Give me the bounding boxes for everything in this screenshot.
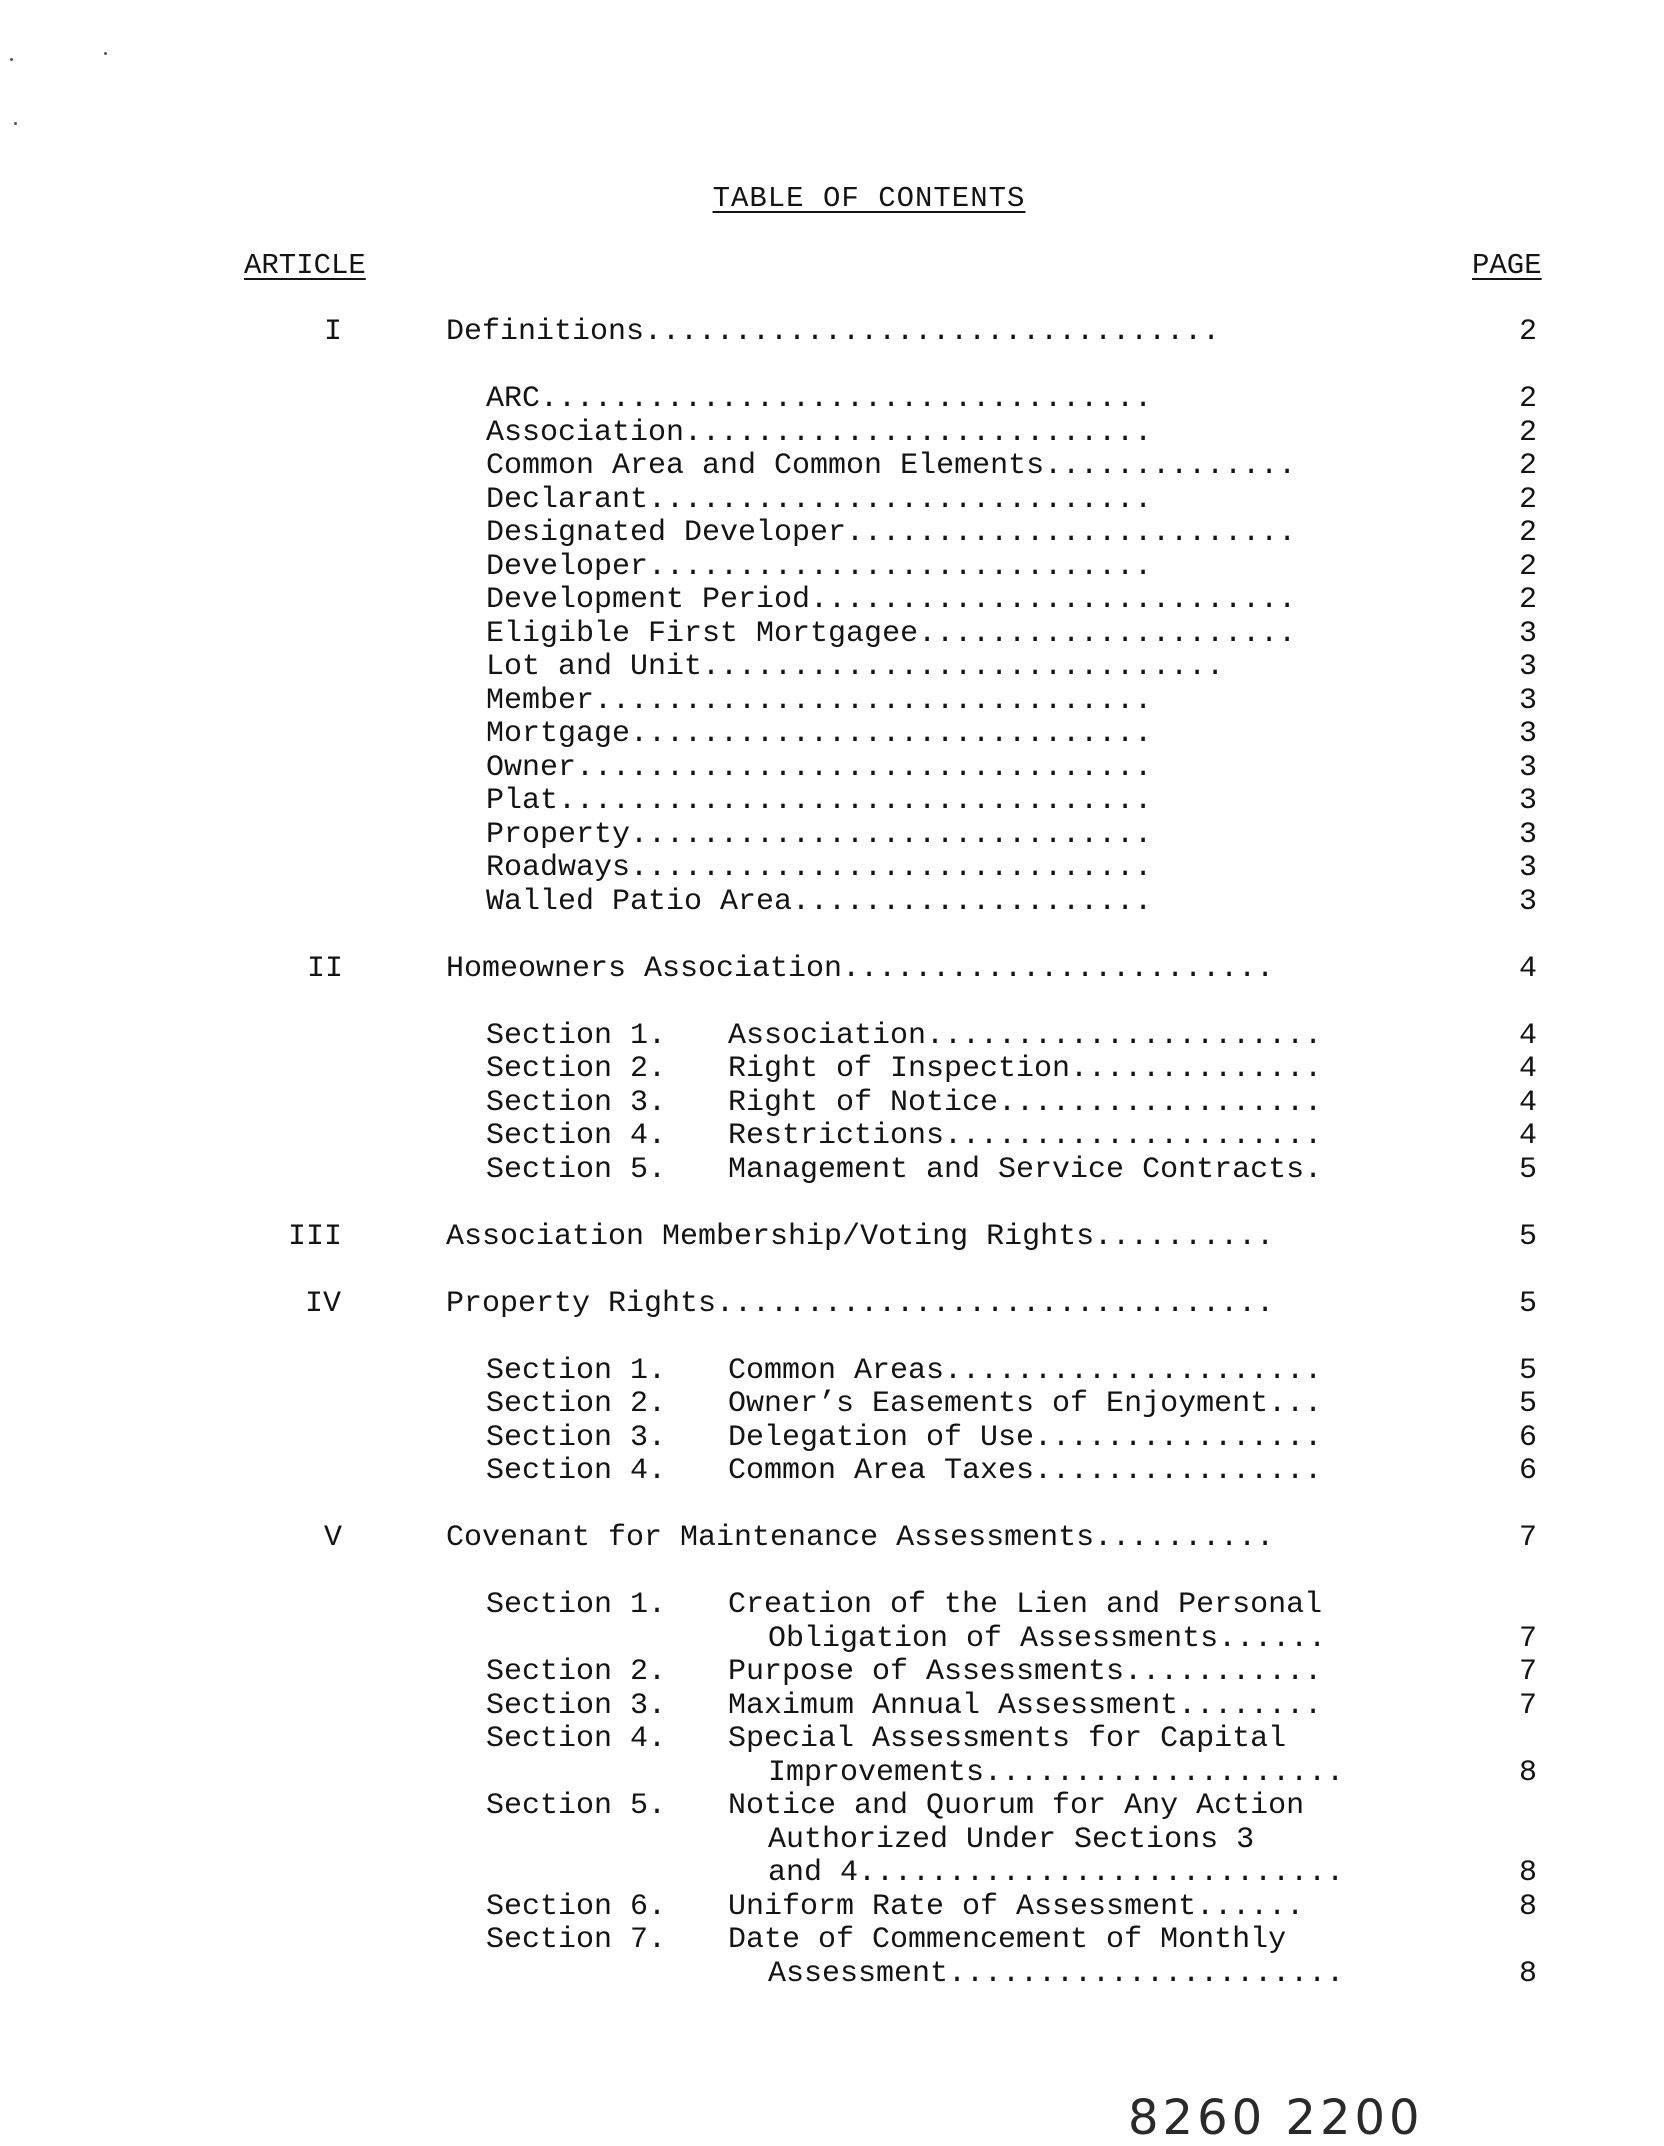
definition-row [0, 584, 1664, 618]
section-title: Association...................... [728, 1018, 1323, 1053]
definition-row [0, 685, 1664, 719]
section-label: Section 1. [486, 1588, 667, 1622]
definition-page-number: 2 [1518, 583, 1537, 617]
section-title: Purpose of Assessments........... [728, 1655, 1323, 1689]
section-page-number: 4 [1518, 1018, 1537, 1053]
section-page-number: 7 [1518, 1688, 1537, 1723]
article-title: Homeowners Association........................ [446, 951, 1275, 986]
article-page-number: 5 [1518, 1219, 1537, 1254]
spacer [0, 1187, 1664, 1221]
scan-speck [10, 58, 13, 61]
section-label: Section 3. [486, 1085, 667, 1120]
definition-page-number: 2 [1518, 415, 1537, 450]
section-label: Section 6. [486, 1889, 667, 1924]
article-numeral: III [287, 1219, 342, 1254]
document-stamp: 8260 2200 [1128, 2090, 1424, 2146]
definition-term: Roadways............................. [486, 851, 1153, 885]
spacer [0, 919, 1664, 953]
section-title-continued: Authorized Under Sections 3 [768, 1822, 1255, 1857]
article-title: Covenant for Maintenance Assessments.......... [446, 1521, 1275, 1555]
section-title-continued: and 4........................... [768, 1856, 1345, 1890]
definition-page-number: 2 [1518, 449, 1537, 483]
definition-term: Property............................. [486, 817, 1153, 852]
definition-row [0, 651, 1664, 685]
definition-page-number: 2 [1518, 482, 1537, 517]
section-row [0, 1824, 1664, 1858]
definition-page-number: 3 [1518, 784, 1537, 818]
spacer [0, 1254, 1664, 1288]
section-row [0, 1154, 1664, 1188]
section-row [0, 1623, 1664, 1657]
section-title: Delegation of Use................ [728, 1420, 1323, 1455]
definition-page-number: 2 [1518, 549, 1537, 584]
section-page-number: 4 [1518, 1119, 1537, 1153]
definition-term: Designated Developer......................... [486, 516, 1297, 550]
section-title-continued: Improvements.................... [768, 1755, 1345, 1790]
section-title: Date of Commencement of Monthly [728, 1923, 1287, 1957]
scan-speck [104, 52, 107, 55]
section-label: Section 4. [486, 1454, 667, 1488]
definition-term: Walled Patio Area.................... [486, 884, 1153, 919]
page-column-header: PAGE [1472, 249, 1542, 282]
definition-row [0, 450, 1664, 484]
section-row [0, 1053, 1664, 1087]
definition-row [0, 383, 1664, 417]
section-row [0, 1757, 1664, 1791]
article-title: Association Membership/Voting Rights.......... [446, 1219, 1275, 1254]
definition-row [0, 618, 1664, 652]
section-label: Section 2. [486, 1655, 667, 1689]
section-row [0, 1455, 1664, 1489]
definition-term: Owner................................ [486, 750, 1153, 785]
definition-term: Association.......................... [486, 415, 1153, 450]
article-row [0, 1288, 1664, 1322]
section-title: Maximum Annual Assessment........ [728, 1688, 1323, 1723]
definition-term: Developer............................ [486, 549, 1153, 584]
section-row [0, 1020, 1664, 1054]
section-row [0, 1087, 1664, 1121]
section-title: Creation of the Lien and Personal [728, 1588, 1323, 1622]
definition-term: Declarant............................ [486, 482, 1153, 517]
definition-term: Mortgage............................. [486, 717, 1153, 751]
article-row [0, 316, 1664, 350]
article-numeral: II [306, 951, 343, 986]
section-page-number: 8 [1518, 1956, 1537, 1991]
definition-row [0, 551, 1664, 585]
section-label: Section 3. [486, 1420, 667, 1455]
section-row [0, 1790, 1664, 1824]
section-title: Common Areas..................... [728, 1353, 1323, 1388]
page-title [0, 182, 1664, 215]
section-label: Section 5. [486, 1152, 667, 1187]
section-row [0, 1422, 1664, 1456]
section-page-number: 6 [1518, 1454, 1537, 1488]
section-row [0, 1723, 1664, 1757]
definition-page-number: 2 [1518, 382, 1537, 416]
article-page-number: 5 [1518, 1286, 1537, 1321]
section-label: Section 4. [486, 1119, 667, 1153]
definition-row [0, 752, 1664, 786]
section-label: Section 7. [486, 1923, 667, 1957]
article-row [0, 953, 1664, 987]
section-row [0, 1355, 1664, 1389]
section-title: Common Area Taxes................ [728, 1454, 1323, 1488]
definition-page-number: 3 [1518, 616, 1537, 651]
definition-row [0, 819, 1664, 853]
definition-page-number: 3 [1518, 750, 1537, 785]
spacer [0, 350, 1664, 384]
article-column-header: ARTICLE [244, 249, 366, 282]
section-row [0, 1690, 1664, 1724]
article-numeral: V [323, 1521, 342, 1555]
definition-term: Lot and Unit............................. [486, 650, 1225, 684]
definition-page-number: 3 [1518, 650, 1537, 684]
toc-list [0, 316, 1664, 1991]
definition-term: Plat................................. [486, 784, 1153, 818]
article-numeral: I [323, 315, 342, 349]
section-label: Section 4. [486, 1722, 667, 1756]
article-title: Definitions................................ [446, 315, 1221, 349]
spacer [0, 1489, 1664, 1523]
section-title: Management and Service Contracts. [728, 1152, 1323, 1187]
section-page-number: 6 [1518, 1420, 1537, 1455]
section-page-number: 4 [1518, 1052, 1537, 1086]
definition-row [0, 484, 1664, 518]
section-row [0, 1924, 1664, 1958]
section-page-number: 4 [1518, 1085, 1537, 1120]
section-page-number: 5 [1518, 1387, 1537, 1421]
definition-term: Development Period........................... [486, 583, 1297, 617]
page-title-text: TABLE OF CONTENTS [712, 182, 1026, 215]
section-label: Section 1. [486, 1353, 667, 1388]
scan-speck [14, 122, 17, 125]
section-label: Section 2. [486, 1387, 667, 1421]
article-title: Property Rights............................... [446, 1286, 1275, 1321]
section-title-continued: Obligation of Assessments...... [768, 1621, 1327, 1656]
section-row [0, 1388, 1664, 1422]
section-title: Notice and Quorum for Any Action [728, 1789, 1305, 1823]
section-page-number: 7 [1518, 1655, 1537, 1689]
section-row [0, 1120, 1664, 1154]
definition-term: Eligible First Mortgagee..................... [486, 616, 1297, 651]
definition-row [0, 517, 1664, 551]
section-page-number: 8 [1518, 1889, 1537, 1924]
definition-row [0, 852, 1664, 886]
section-label: Section 1. [486, 1018, 667, 1053]
section-title: Restrictions..................... [728, 1119, 1323, 1153]
definition-term: ARC.................................. [486, 382, 1153, 416]
definition-term: Member............................... [486, 683, 1153, 718]
definition-page-number: 3 [1518, 717, 1537, 751]
spacer [0, 1321, 1664, 1355]
spacer [0, 986, 1664, 1020]
article-row [0, 1522, 1664, 1556]
article-row [0, 1221, 1664, 1255]
section-page-number: 8 [1518, 1755, 1537, 1790]
definition-page-number: 3 [1518, 683, 1537, 718]
definition-row [0, 718, 1664, 752]
section-title: Special Assessments for Capital [728, 1722, 1287, 1756]
section-label: Section 3. [486, 1688, 667, 1723]
section-title: Owner’s Easements of Enjoyment... [728, 1387, 1323, 1421]
article-page-number: 2 [1518, 315, 1537, 349]
definition-page-number: 3 [1518, 884, 1537, 919]
section-row [0, 1958, 1664, 1992]
section-row [0, 1656, 1664, 1690]
section-row [0, 1589, 1664, 1623]
definition-term: Common Area and Common Elements.............. [486, 449, 1297, 483]
section-title: Right of Inspection.............. [728, 1052, 1323, 1086]
section-page-number: 5 [1518, 1152, 1537, 1187]
definition-page-number: 2 [1518, 516, 1537, 550]
spacer [0, 1556, 1664, 1590]
section-title: Uniform Rate of Assessment...... [728, 1889, 1305, 1924]
section-title: Right of Notice.................. [728, 1085, 1323, 1120]
article-page-number: 7 [1518, 1521, 1537, 1555]
article-numeral: IV [304, 1286, 341, 1321]
article-page-number: 4 [1518, 951, 1537, 986]
section-page-number: 5 [1518, 1353, 1537, 1388]
definition-row [0, 417, 1664, 451]
section-label: Section 5. [486, 1789, 667, 1823]
section-title-continued: Assessment...................... [768, 1956, 1345, 1991]
definition-row [0, 785, 1664, 819]
section-row [0, 1857, 1664, 1891]
section-page-number: 7 [1518, 1621, 1537, 1656]
definition-row [0, 886, 1664, 920]
section-page-number: 8 [1518, 1856, 1537, 1890]
section-row [0, 1891, 1664, 1925]
definition-page-number: 3 [1518, 817, 1537, 852]
definition-page-number: 3 [1518, 851, 1537, 885]
section-label: Section 2. [486, 1052, 667, 1086]
